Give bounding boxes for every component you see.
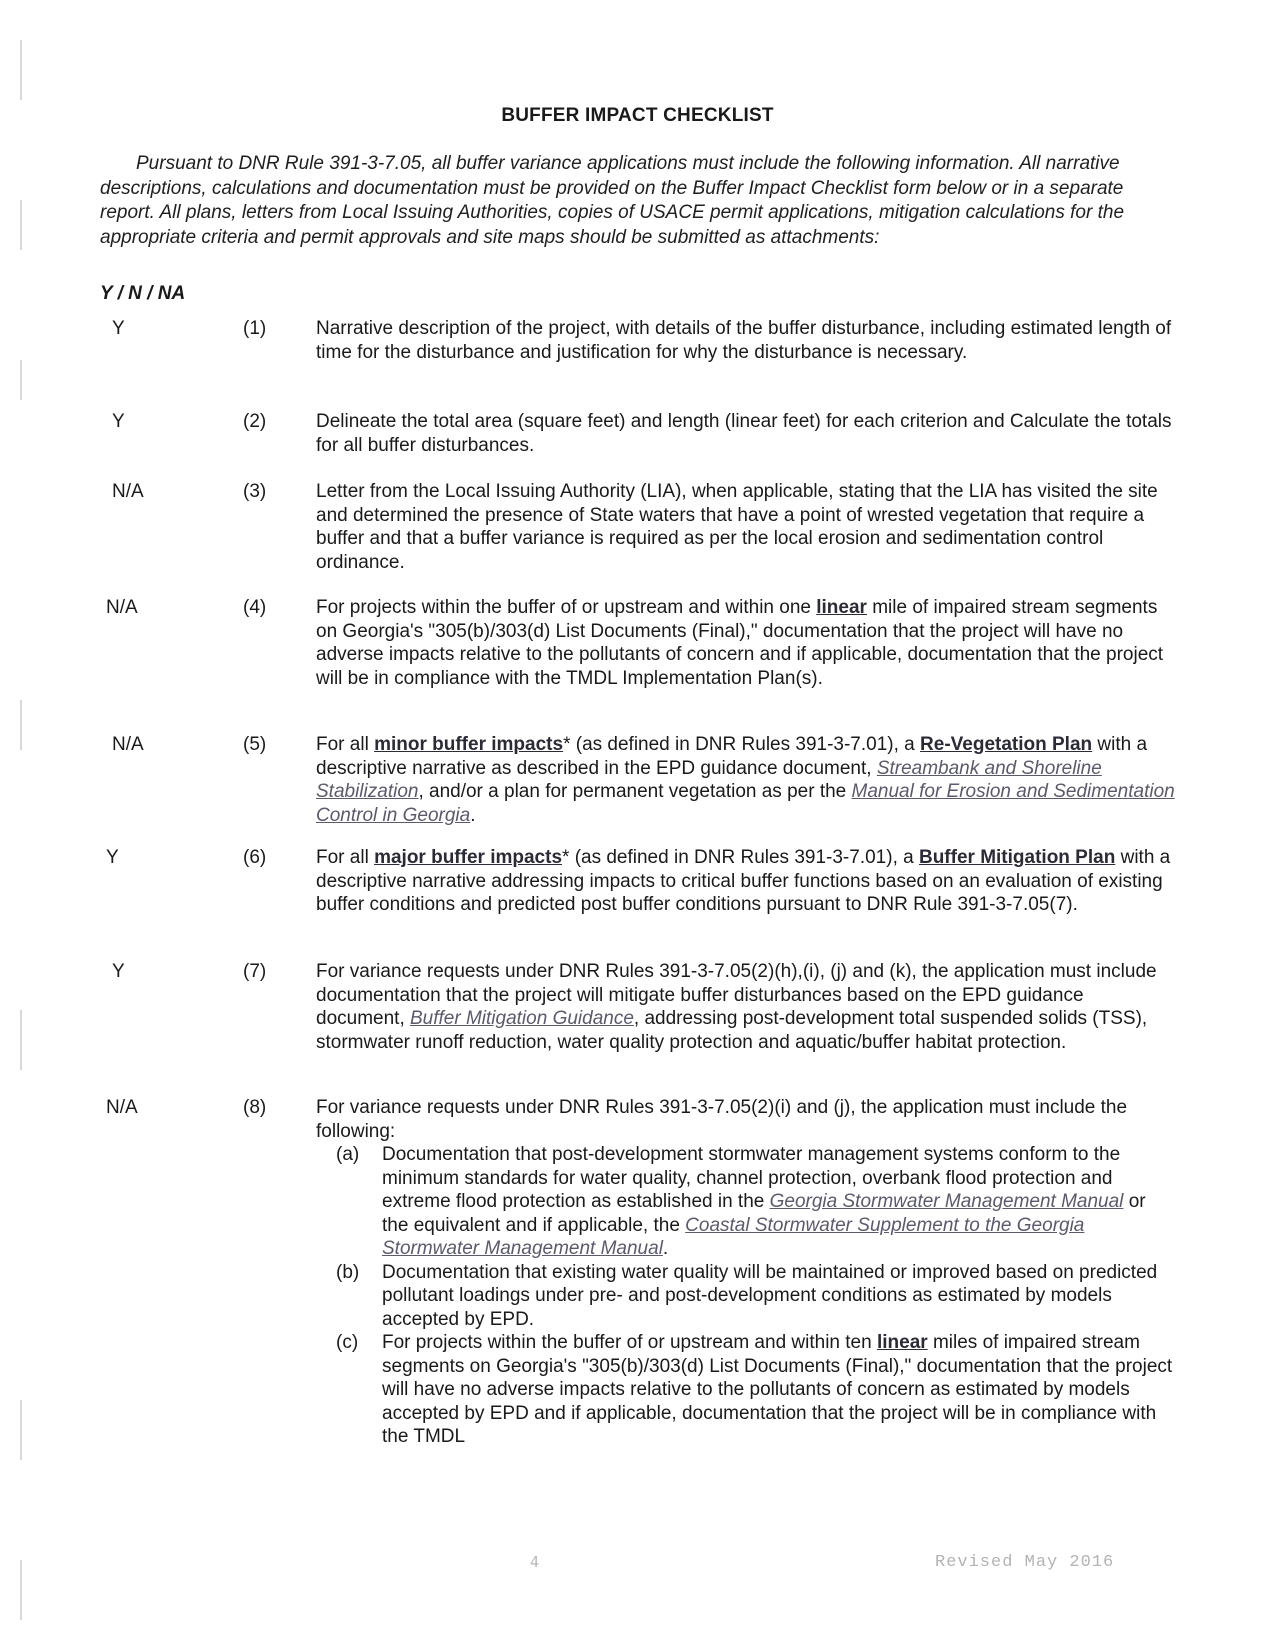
item-number: (6): [243, 847, 267, 868]
intro-paragraph: Pursuant to DNR Rule 391-3-7.05, all buffer variance applications must include the following information. All narrative descriptions, calculations and documentation must be provided on the Buffer Impact Checklist form below or in a separate report. All plans, letters from Local Issuing Authorities, copies of USACE permit applications, mitigation calculations for the appropriate criteria and permit approvals and site maps should be submitted as attachments:: [100, 153, 1125, 248]
item-answer: Y: [112, 961, 125, 982]
item-text: [316, 1096, 1176, 1449]
sub-item-label: (c): [336, 1332, 359, 1353]
item-answer: N/A: [106, 1097, 138, 1118]
item-text: Letter from the Local Issuing Authority (LIA), when applicable, stating that the LIA has visited the site and determined the presence of State waters that have a point of wrested vegetation that require a buffer and that a buffer variance is required as per the local erosion and sedimentation control ordinance.: [316, 481, 1158, 573]
emphasis-re-vegetation-plan: Re-Vegetation Plan: [920, 734, 1093, 755]
scan-mark: [20, 1560, 22, 1620]
reference-buffer-mitigation-guidance: Buffer Mitigation Guidance: [410, 1008, 634, 1029]
item-answer: Y: [112, 411, 125, 432]
item-number: (2): [243, 411, 267, 432]
reference-coastal-supplement: Coastal Stormwater Supplement to the Georgia Stormwater Management Manual: [382, 1214, 1085, 1259]
item-text: Narrative description of the project, with details of the buffer disturbance, including estimated length of time for the disturbance and justification for why the disturbance is necessary.: [316, 318, 1172, 363]
emphasis-linear: linear: [876, 1332, 928, 1353]
item-number: (3): [243, 481, 267, 502]
item-text: For all minor buffer impacts* (as defined in DNR Rules 391-3-7.01), a Re-Vegetation Plan with a descriptive narrative as described in the EPD guidance document, Streambank and Shoreline Stabilization, and/or a plan for permanent vegetation as per the Manual for Erosion and Sedimentation Control in Georgia.: [316, 734, 1175, 826]
item-number: (1): [243, 318, 267, 339]
emphasis-minor-buffer-impacts: minor buffer impacts: [374, 734, 564, 755]
sub-item-c: (c) For projects within the buffer of or upstream and within ten linear miles of impaired stream segments on Georgia's "305(b)/303(d) List Documents (Final)," documentation that the project will have no adverse impacts relative to the pollutants of concern as estimated by models accepted by EPD and if applicable, documentation that the project will be in compliance with the TMDL: [336, 1332, 1173, 1447]
scan-mark: [20, 40, 22, 100]
reference-streambank-guidance: Streambank and Shoreline Stabilization: [316, 757, 1102, 802]
revision-note: Revised May 2016: [935, 1553, 1115, 1572]
sub-item-a: (a) Documentation that post-development stormwater management systems conform to the minimum standards for water quality, channel protection, overbank flood protection and extreme flood protection as established in the Georgia Stormwater Management Manual or the equivalent and if applicable, the Coastal Stormwater Supplement to the Georgia Stormwater Management Manual.: [336, 1144, 1146, 1259]
emphasis-linear: linear: [816, 597, 867, 618]
item-answer: N/A: [112, 481, 144, 502]
item-text: For all major buffer impacts* (as defined in DNR Rules 391-3-7.01), a Buffer Mitigation Plan with a descriptive narrative addressing impacts to critical buffer functions based on an evaluation of existing buffer conditions and predicted post buffer conditions pursuant to DNR Rule 391-3-7.05(7).: [316, 847, 1171, 915]
item-number: (5): [243, 734, 267, 755]
sub-item-label: (a): [336, 1144, 360, 1165]
scan-mark: [20, 1010, 22, 1070]
item-answer: N/A: [106, 597, 138, 618]
scan-mark: [20, 360, 22, 400]
item-number: (8): [243, 1097, 267, 1118]
scan-mark: [20, 1400, 22, 1460]
page-title: BUFFER IMPACT CHECKLIST: [501, 105, 774, 126]
reference-erosion-manual: Manual for Erosion and Sedimentation Control in Georgia: [316, 781, 1175, 826]
reference-stormwater-manual: Georgia Stormwater Management Manual: [769, 1191, 1124, 1212]
page-number: 4: [530, 1553, 540, 1571]
item-answer: N/A: [112, 734, 144, 755]
item-number: (4): [243, 597, 267, 618]
scan-mark: [20, 200, 22, 250]
item-text: For projects within the buffer of or upstream and within one linear mile of impaired stream segments on Georgia's "305(b)/303(d) List Documents (Final)," documentation that the project will have no adverse impacts relative to the pollutants of concern and if applicable, documentation that the project will be in compliance with the TMDL Implementation Plan(s).: [316, 597, 1164, 689]
item-answer: Y: [112, 318, 125, 339]
item-text: Delineate the total area (square feet) and length (linear feet) for each criterion and Calculate the totals for all buffer disturbances.: [316, 411, 1172, 456]
sub-item-label: (b): [336, 1261, 360, 1283]
item-text: For variance requests under DNR Rules 391-3-7.05(2)(h),(i), (j) and (k), the application must include documentation that the project will mitigate buffer disturbances based on the EPD guidance document, Buffer Mitigation Guidance, addressing post-development total suspended solids (TSS), stormwater runoff reduction, water quality protection and aquatic/buffer habitat protection.: [316, 961, 1157, 1053]
item-intro-text: For variance requests under DNR Rules 391-3-7.05(2)(i) and (j), the application must include the following:: [316, 1097, 1128, 1142]
scan-mark: [20, 700, 22, 750]
emphasis-buffer-mitigation-plan: Buffer Mitigation Plan: [918, 847, 1116, 868]
emphasis-major-buffer-impacts: major buffer impacts: [374, 847, 563, 868]
item-number: (7): [243, 961, 267, 982]
answer-legend: Y / N / NA: [100, 283, 186, 304]
item-answer: Y: [106, 847, 119, 868]
sub-item-b: (b) Documentation that existing water quality will be maintained or improved based on predicted pollutant loadings under pre- and post-development conditions as estimated by models accepted by EPD.: [336, 1261, 1158, 1330]
